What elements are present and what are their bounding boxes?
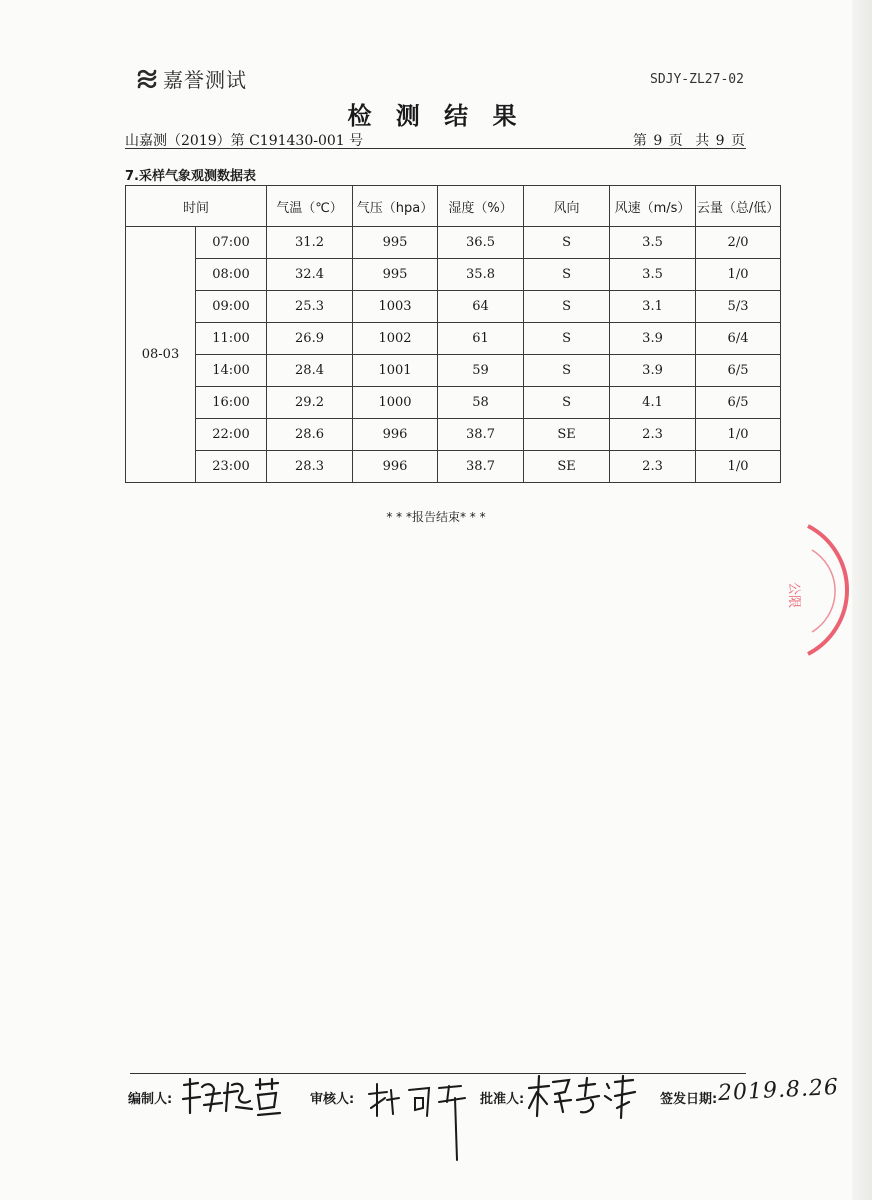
wind-speed-cell: 3.9 bbox=[610, 323, 696, 355]
page-indicator bbox=[627, 130, 746, 150]
humidity-cell: 36.5 bbox=[438, 227, 524, 259]
report-number: 山嘉测（2019）第 C191430-001 号 bbox=[125, 133, 364, 149]
svg-text:公限: 公限 bbox=[786, 582, 801, 609]
wind-speed-cell: 3.5 bbox=[610, 259, 696, 291]
weather-observation-table bbox=[125, 185, 781, 483]
humidity-cell: 38.7 bbox=[438, 451, 524, 483]
time-cell: 08:00 bbox=[196, 259, 267, 291]
time-cell: 22:00 bbox=[196, 419, 267, 451]
cloud-cover-cell: 2/0 bbox=[696, 227, 781, 259]
pressure-cell: 1002 bbox=[353, 323, 438, 355]
cloud-cover-cell: 1/0 bbox=[696, 451, 781, 483]
reviewer-signature bbox=[365, 1080, 475, 1165]
wind-direction-cell: S bbox=[524, 323, 610, 355]
issue-date-label: 签发日期: bbox=[660, 1092, 718, 1107]
section-title: 7.采样气象观测数据表 bbox=[125, 169, 256, 184]
column-header-wind-speed: 风速（m/s） bbox=[610, 186, 696, 227]
signature-divider bbox=[130, 1073, 746, 1074]
cloud-cover-cell: 6/5 bbox=[696, 355, 781, 387]
cloud-cover-cell: 5/3 bbox=[696, 291, 781, 323]
pressure-cell: 995 bbox=[353, 259, 438, 291]
report-reference-row bbox=[125, 130, 746, 149]
wind-speed-cell: 3.9 bbox=[610, 355, 696, 387]
pressure-cell: 1000 bbox=[353, 387, 438, 419]
approver-label: 批准人: bbox=[480, 1092, 525, 1107]
time-cell: 07:00 bbox=[196, 227, 267, 259]
pressure-cell: 996 bbox=[353, 451, 438, 483]
temperature-cell: 31.2 bbox=[267, 227, 353, 259]
time-cell: 16:00 bbox=[196, 387, 267, 419]
wind-direction-cell: S bbox=[524, 227, 610, 259]
date-cell: 08-03 bbox=[126, 227, 196, 483]
pressure-cell: 1003 bbox=[353, 291, 438, 323]
humidity-cell: 59 bbox=[438, 355, 524, 387]
temperature-cell: 25.3 bbox=[267, 291, 353, 323]
column-header-cloud-cover: 云量（总/低） bbox=[696, 186, 781, 227]
cloud-cover-cell: 6/5 bbox=[696, 387, 781, 419]
company-seal-stamp bbox=[760, 520, 850, 660]
wind-speed-cell: 3.1 bbox=[610, 291, 696, 323]
table-body bbox=[126, 227, 781, 483]
wind-speed-cell: 3.5 bbox=[610, 227, 696, 259]
page-edge bbox=[852, 0, 872, 1200]
humidity-cell: 38.7 bbox=[438, 419, 524, 451]
wind-speed-cell: 2.3 bbox=[610, 451, 696, 483]
wind-direction-cell: S bbox=[524, 291, 610, 323]
table-header-row bbox=[126, 186, 781, 227]
humidity-cell: 61 bbox=[438, 323, 524, 355]
time-cell: 11:00 bbox=[196, 323, 267, 355]
column-header-pressure: 气压（hpa） bbox=[353, 186, 438, 227]
cloud-cover-cell: 1/0 bbox=[696, 259, 781, 291]
table-row bbox=[126, 419, 781, 451]
pressure-cell: 996 bbox=[353, 419, 438, 451]
wind-direction-cell: S bbox=[524, 259, 610, 291]
wind-direction-cell: SE bbox=[524, 419, 610, 451]
wind-speed-cell: 2.3 bbox=[610, 419, 696, 451]
reviewer-label: 审核人: bbox=[310, 1092, 355, 1107]
table-row bbox=[126, 291, 781, 323]
temperature-cell: 28.4 bbox=[267, 355, 353, 387]
temperature-cell: 32.4 bbox=[267, 259, 353, 291]
wind-direction-cell: S bbox=[524, 387, 610, 419]
pressure-cell: 1001 bbox=[353, 355, 438, 387]
report-end-note: * * *报告结束* * * bbox=[386, 510, 486, 524]
compiler-signature bbox=[180, 1075, 285, 1120]
table-row bbox=[126, 227, 781, 259]
logo-text: 嘉誉测试 bbox=[163, 68, 247, 92]
pressure-cell: 995 bbox=[353, 227, 438, 259]
wind-direction-cell: S bbox=[524, 355, 610, 387]
approver-signature bbox=[525, 1072, 640, 1122]
temperature-cell: 28.6 bbox=[267, 419, 353, 451]
column-header-wind-direction: 风向 bbox=[524, 186, 610, 227]
cloud-cover-cell: 1/0 bbox=[696, 419, 781, 451]
time-cell: 23:00 bbox=[196, 451, 267, 483]
table-row bbox=[126, 451, 781, 483]
table-row bbox=[126, 355, 781, 387]
temperature-cell: 28.3 bbox=[267, 451, 353, 483]
compiler-label: 编制人: bbox=[128, 1092, 173, 1107]
table-row bbox=[126, 259, 781, 291]
column-header-humidity: 湿度（%） bbox=[438, 186, 524, 227]
table-row bbox=[126, 387, 781, 419]
time-cell: 14:00 bbox=[196, 355, 267, 387]
cloud-cover-cell: 6/4 bbox=[696, 323, 781, 355]
logo-mark-icon bbox=[135, 67, 159, 91]
humidity-cell: 58 bbox=[438, 387, 524, 419]
page-title: 检 测 结 果 bbox=[347, 102, 525, 130]
temperature-cell: 29.2 bbox=[267, 387, 353, 419]
page-current: 第 9 页 bbox=[632, 133, 684, 149]
table-row bbox=[126, 323, 781, 355]
page-total: 共 9 页 bbox=[695, 133, 746, 149]
column-header-temperature: 气温（℃） bbox=[267, 186, 353, 227]
wind-direction-cell: SE bbox=[524, 451, 610, 483]
document-code: SDJY-ZL27-02 bbox=[650, 72, 744, 87]
humidity-cell: 64 bbox=[438, 291, 524, 323]
humidity-cell: 35.8 bbox=[438, 259, 524, 291]
issue-date-value: 2019.8.26 bbox=[717, 1074, 840, 1107]
wind-speed-cell: 4.1 bbox=[610, 387, 696, 419]
company-logo bbox=[135, 64, 247, 93]
column-header-time: 时间 bbox=[126, 186, 267, 227]
time-cell: 09:00 bbox=[196, 291, 267, 323]
temperature-cell: 26.9 bbox=[267, 323, 353, 355]
